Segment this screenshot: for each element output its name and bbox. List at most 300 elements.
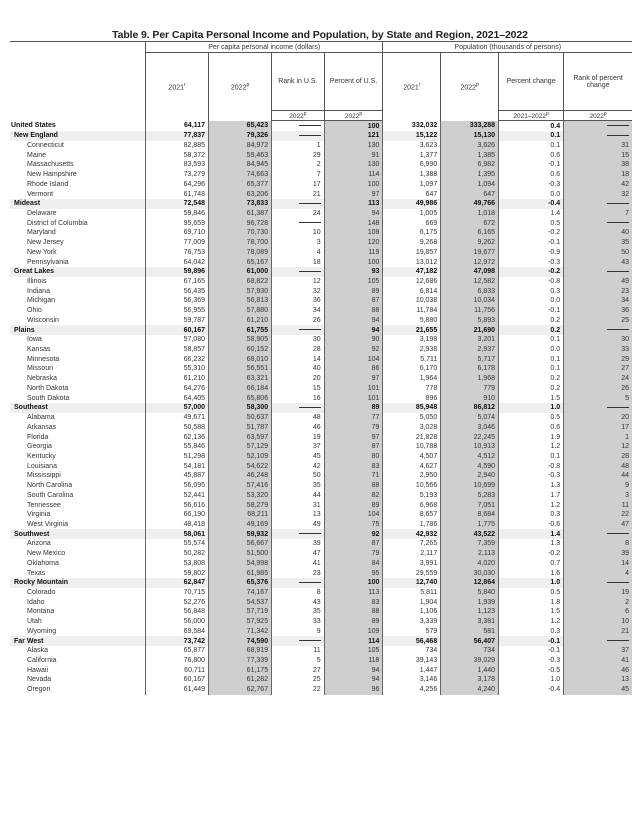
table-cell: 56,000	[146, 617, 209, 627]
table-cell: 672	[441, 218, 499, 228]
table-cell: 58,857	[146, 345, 209, 355]
table-cell: 46	[564, 665, 632, 675]
table-cell: 18	[564, 170, 632, 180]
sub-rank-change-year: 2022$^p$	[564, 111, 632, 121]
table-cell: 1.0	[499, 403, 564, 413]
table-cell: -0.3	[499, 179, 564, 189]
table-cell: 65,376	[209, 578, 272, 588]
table-cell: 3,198	[383, 335, 441, 345]
table-cell: 51,787	[209, 422, 272, 432]
table-row	[10, 442, 632, 452]
header-stub	[10, 42, 146, 121]
table-cell: 41	[272, 559, 325, 569]
table-cell: 1,395	[441, 170, 499, 180]
table-cell: 35	[272, 481, 325, 491]
table-cell: 10,788	[383, 442, 441, 452]
table-row	[10, 218, 632, 228]
region-row	[10, 636, 632, 646]
table-cell: 55,574	[146, 539, 209, 549]
table-cell: 38	[564, 160, 632, 170]
table-cell: -0.8	[499, 277, 564, 287]
table-cell: 3,991	[383, 559, 441, 569]
table-cell: 7,051	[441, 500, 499, 510]
table-cell: 76,800	[146, 656, 209, 666]
table-cell: 14	[272, 354, 325, 364]
table-title: Table 9. Per Capita Personal Income and Population, by State and Region, 2021–2022	[112, 29, 528, 41]
table-cell: 22	[564, 510, 632, 520]
table-cell: 579	[383, 627, 441, 637]
table-cell: 73,742	[146, 636, 209, 646]
table-cell: 6,982	[441, 160, 499, 170]
not-applicable-dash	[607, 329, 629, 330]
table-cell: 2,937	[441, 345, 499, 355]
table-cell: 28	[272, 345, 325, 355]
table-cell: 12,740	[383, 578, 441, 588]
table-cell: 0.6	[499, 150, 564, 160]
table-cell: 1.9	[499, 432, 564, 442]
table-cell: 6,178	[441, 364, 499, 374]
table-row	[10, 656, 632, 666]
table-cell: 21	[272, 189, 325, 199]
table-cell: 56,369	[146, 296, 209, 306]
table-cell: 19,857	[383, 248, 441, 258]
table-cell: 68,919	[209, 646, 272, 656]
table-cell: 2,940	[441, 471, 499, 481]
table-cell: 1.8	[499, 597, 564, 607]
table-cell: 49,169	[209, 520, 272, 530]
table-cell: 61,449	[146, 685, 209, 695]
table-cell: 1,964	[383, 374, 441, 384]
table-cell: 61,175	[209, 665, 272, 675]
table-row	[10, 296, 632, 306]
table-cell: 8,684	[441, 510, 499, 520]
table-row	[10, 160, 632, 170]
table-cell: 65,806	[209, 393, 272, 403]
row-label: Georgia	[27, 443, 52, 451]
row-label: Mississippi	[27, 472, 61, 480]
table-cell: 1,904	[383, 597, 441, 607]
table-cell: 100	[324, 578, 383, 588]
table-cell: -0.3	[499, 257, 564, 267]
table-cell: 4,256	[383, 685, 441, 695]
table-cell: 80	[324, 452, 383, 462]
col-rank-us: Rank in U.S.	[272, 53, 325, 111]
table-row	[10, 520, 632, 530]
table-row	[10, 597, 632, 607]
table-cell: 5,283	[441, 490, 499, 500]
table-cell: 97	[324, 432, 383, 442]
row-label: North Dakota	[27, 384, 69, 392]
table-cell: 0.2	[499, 325, 564, 335]
table-cell: 90	[324, 335, 383, 345]
row-label: Oklahoma	[27, 559, 59, 567]
table-cell: 19,677	[441, 248, 499, 258]
table-cell: 3,046	[441, 422, 499, 432]
table-cell: 58,061	[146, 529, 209, 539]
region-row	[10, 578, 632, 588]
table-cell: 1,385	[441, 150, 499, 160]
table-cell: 89	[324, 617, 383, 627]
table-cell: 1,005	[383, 209, 441, 219]
table-cell: 6,170	[383, 364, 441, 374]
table-cell: 105	[324, 277, 383, 287]
table-cell: 69,584	[146, 627, 209, 637]
table-cell: 86	[324, 364, 383, 374]
table-cell: 86,812	[441, 403, 499, 413]
row-label: Southwest	[10, 529, 146, 539]
not-applicable-dash	[607, 533, 629, 534]
table-cell: 44	[564, 471, 632, 481]
row-label: District of Columbia	[27, 219, 88, 227]
table-cell: 36	[564, 306, 632, 316]
table-cell: 5,074	[441, 413, 499, 423]
table-cell: -0.1	[499, 636, 564, 646]
table-cell: 4	[564, 568, 632, 578]
table-cell: 77,339	[209, 656, 272, 666]
row-label: Massachusetts	[27, 161, 74, 169]
table-cell: 4,512	[441, 452, 499, 462]
table-cell: 113	[324, 199, 383, 209]
table-cell: 40	[272, 364, 325, 374]
table-cell: 57,925	[209, 617, 272, 627]
table-cell: 66,232	[146, 354, 209, 364]
table-cell: 7,265	[383, 539, 441, 549]
table-cell: 40	[564, 228, 632, 238]
table-cell: 1	[564, 432, 632, 442]
table-cell: 0.2	[499, 316, 564, 326]
table-cell: 0.6	[499, 170, 564, 180]
table-cell: 68,822	[209, 277, 272, 287]
table-cell	[564, 529, 632, 539]
table-cell: -0.5	[499, 665, 564, 675]
table-cell: 28	[564, 452, 632, 462]
table-cell: 9,268	[383, 238, 441, 248]
table-cell: 46,248	[209, 471, 272, 481]
table-cell: 1.6	[499, 568, 564, 578]
table-cell: 0.5	[499, 588, 564, 598]
table-cell: 88	[324, 306, 383, 316]
table-cell: 0.4	[499, 121, 564, 131]
table-cell: 56,955	[146, 306, 209, 316]
table-cell: 47,098	[441, 267, 499, 277]
table-cell: 41	[564, 656, 632, 666]
table-cell: 896	[383, 393, 441, 403]
row-label: Minnesota	[27, 355, 60, 363]
table-cell: 65,377	[209, 179, 272, 189]
table-cell: 13	[272, 510, 325, 520]
table-cell: 104	[324, 354, 383, 364]
row-label: Hawaii	[27, 666, 49, 674]
table-cell: 58,279	[209, 500, 272, 510]
table-cell: 56,095	[146, 481, 209, 491]
table-row	[10, 461, 632, 471]
table-cell: 17	[564, 422, 632, 432]
col-income-2022: 2022$^p$	[209, 53, 272, 121]
table-cell: 3,339	[383, 617, 441, 627]
table-cell: 47	[272, 549, 325, 559]
table-row	[10, 588, 632, 598]
table-cell: 12,972	[441, 257, 499, 267]
table-row	[10, 539, 632, 549]
table-cell: 11	[564, 500, 632, 510]
table-row	[10, 141, 632, 151]
table-cell: 43	[564, 257, 632, 267]
table-row	[10, 228, 632, 238]
table-cell: 6	[564, 607, 632, 617]
table-cell: 94	[324, 209, 383, 219]
table-cell	[272, 131, 325, 141]
table-cell: -0.6	[499, 520, 564, 530]
table-cell	[272, 325, 325, 335]
table-cell: 12	[564, 442, 632, 452]
table-cell: 71	[324, 471, 383, 481]
table-cell: -0.2	[499, 228, 564, 238]
table-row	[10, 248, 632, 258]
table-cell: 4,507	[383, 452, 441, 462]
table-row	[10, 685, 632, 695]
table-cell: 52,276	[146, 597, 209, 607]
not-applicable-dash	[299, 533, 321, 534]
table-cell	[272, 267, 325, 277]
table-cell: 59,802	[146, 568, 209, 578]
table-row	[10, 471, 632, 481]
table-cell	[564, 199, 632, 209]
row-label: New Jersey	[27, 239, 64, 247]
table-cell: 1.0	[499, 578, 564, 588]
table-cell: 97	[324, 374, 383, 384]
table-cell: 25	[272, 675, 325, 685]
table-cell: 96,728	[209, 218, 272, 228]
table-row	[10, 422, 632, 432]
table-cell: 2,950	[383, 471, 441, 481]
row-label: Alaska	[27, 647, 49, 655]
row-label: Texas	[27, 569, 46, 577]
table-cell: 5,840	[441, 588, 499, 598]
col-percent-change: Percent change	[499, 53, 564, 111]
not-applicable-dash	[607, 125, 629, 126]
row-label: North Carolina	[27, 482, 73, 490]
table-cell: 65,423	[209, 121, 272, 131]
table-cell: 11,756	[441, 306, 499, 316]
table-row	[10, 238, 632, 248]
table-cell: 21	[564, 627, 632, 637]
table-cell: 64,117	[146, 121, 209, 131]
region-row	[10, 529, 632, 539]
table-cell: 1,968	[441, 374, 499, 384]
table-cell: 1.3	[499, 539, 564, 549]
table-cell: 734	[441, 646, 499, 656]
region-row	[10, 131, 632, 141]
row-label: Great Lakes	[10, 267, 146, 277]
row-label: Missouri	[27, 365, 54, 373]
sub-change-years: 2021–2022$^p$	[499, 111, 564, 121]
table-cell: -0.1	[499, 238, 564, 248]
table-cell: 12,686	[383, 277, 441, 287]
table-cell: 44	[272, 490, 325, 500]
table-row	[10, 481, 632, 491]
table-cell: 13,012	[383, 257, 441, 267]
table-cell: 10,038	[383, 296, 441, 306]
table-cell: 2,113	[441, 549, 499, 559]
col-pop-2022: 2022$^p$	[441, 53, 499, 121]
table-row	[10, 306, 632, 316]
table-row	[10, 150, 632, 160]
table-cell: 93	[324, 267, 383, 277]
table-cell: 10	[564, 617, 632, 627]
table-cell: 0.3	[499, 286, 564, 296]
table-cell: 1,018	[441, 209, 499, 219]
table-cell: -0.1	[499, 160, 564, 170]
table-cell: 0.1	[499, 141, 564, 151]
row-label: Far West	[10, 636, 146, 646]
not-applicable-dash	[299, 271, 321, 272]
table-cell: 59,787	[146, 316, 209, 326]
table-cell: 29,559	[383, 568, 441, 578]
row-label: Arizona	[27, 540, 51, 548]
table-row	[10, 209, 632, 219]
not-applicable-dash	[299, 582, 321, 583]
table-cell: 4,627	[383, 461, 441, 471]
row-label: Utah	[27, 618, 42, 626]
table-cell: 22	[272, 685, 325, 695]
table-cell: 1,106	[383, 607, 441, 617]
table-cell: 56,468	[383, 636, 441, 646]
table-cell: 48	[564, 461, 632, 471]
table-cell: 74,167	[209, 588, 272, 598]
table-cell: 57,880	[209, 306, 272, 316]
table-cell: 12	[272, 277, 325, 287]
table-cell	[272, 578, 325, 588]
table-cell: 101	[324, 393, 383, 403]
table-cell: 4	[272, 248, 325, 258]
table-cell: 779	[441, 384, 499, 394]
table-cell: 56,551	[209, 364, 272, 374]
table-cell: 50	[272, 471, 325, 481]
table-cell: 3,178	[441, 675, 499, 685]
row-label: Mideast	[10, 199, 146, 209]
table-cell: 83	[324, 597, 383, 607]
table-cell: 94	[324, 675, 383, 685]
table-cell: 57,719	[209, 607, 272, 617]
table-cell: 910	[441, 393, 499, 403]
table-cell: 66,184	[209, 384, 272, 394]
row-label: Arkansas	[27, 423, 57, 431]
table-cell: 56,848	[146, 607, 209, 617]
table-cell: 10,913	[441, 442, 499, 452]
table-cell: 52,441	[146, 490, 209, 500]
table-cell: 60,152	[209, 345, 272, 355]
row-label: South Carolina	[27, 491, 74, 499]
col-percent-us: Percent of U.S.	[324, 53, 383, 111]
group-header-population: Population (thousands of persons)	[383, 42, 632, 53]
table-row	[10, 354, 632, 364]
table-cell: 73,833	[209, 199, 272, 209]
table-cell: 60,167	[146, 675, 209, 685]
table-cell: 82	[324, 490, 383, 500]
table-cell: 56,435	[146, 286, 209, 296]
table-cell: 1.4	[499, 209, 564, 219]
table-row	[10, 559, 632, 569]
row-label: New Mexico	[27, 550, 66, 558]
table-row	[10, 393, 632, 403]
table-cell: 49,766	[441, 199, 499, 209]
table-cell: 55,310	[146, 364, 209, 374]
table-cell: 84,972	[209, 141, 272, 151]
table-cell: 47,182	[383, 267, 441, 277]
table-cell: 37	[564, 646, 632, 656]
table-cell: 59,932	[209, 529, 272, 539]
table-cell: 669	[383, 218, 441, 228]
table-cell: 1,440	[441, 665, 499, 675]
table-cell: 94	[324, 325, 383, 335]
table-cell: 77,009	[146, 238, 209, 248]
table-cell: 54,181	[146, 461, 209, 471]
not-applicable-dash	[299, 329, 321, 330]
table-cell: 56,407	[441, 636, 499, 646]
table-cell: 43	[272, 597, 325, 607]
table-cell: 83,593	[146, 160, 209, 170]
table-cell: -0.1	[499, 306, 564, 316]
table-cell: 0.2	[499, 384, 564, 394]
table-cell: 581	[441, 627, 499, 637]
table-cell: 49	[564, 277, 632, 287]
table-cell: 83	[324, 461, 383, 471]
table-cell: 45	[564, 685, 632, 695]
table-cell: 1.2	[499, 442, 564, 452]
table-cell: 30	[272, 335, 325, 345]
table-cell: 56,667	[209, 539, 272, 549]
table-cell: 58,300	[209, 403, 272, 413]
table-cell: 24	[564, 374, 632, 384]
table-cell: 27	[272, 665, 325, 675]
table-cell: 65,167	[209, 257, 272, 267]
table-cell: 2	[564, 597, 632, 607]
table-cell: 53,808	[146, 559, 209, 569]
table-row	[10, 549, 632, 559]
table-cell: 30,030	[441, 568, 499, 578]
table-cell: 2,117	[383, 549, 441, 559]
table-cell: 6,175	[383, 228, 441, 238]
table-cell: 64,276	[146, 384, 209, 394]
not-applicable-dash	[607, 407, 629, 408]
table-cell: 1.2	[499, 500, 564, 510]
table-cell: 69,710	[146, 228, 209, 238]
table-cell: 79,326	[209, 131, 272, 141]
table-cell: 18	[272, 257, 325, 267]
table-cell: 66,190	[146, 510, 209, 520]
table-cell: 68,010	[209, 354, 272, 364]
table-cell: 61,755	[209, 325, 272, 335]
table-cell: 51,500	[209, 549, 272, 559]
table-cell: 3,381	[441, 617, 499, 627]
table-cell: 3,146	[383, 675, 441, 685]
table-cell: 10	[272, 228, 325, 238]
table-cell: 78,089	[209, 248, 272, 258]
table-cell: -0.4	[499, 199, 564, 209]
table-cell: 59,896	[146, 267, 209, 277]
table-body	[10, 121, 632, 695]
row-label: Louisiana	[27, 462, 57, 470]
table-cell: 97	[324, 189, 383, 199]
table-cell: 1	[272, 141, 325, 151]
table-row	[10, 316, 632, 326]
region-row	[10, 403, 632, 413]
table-cell: 6,990	[383, 160, 441, 170]
table-cell: 72,548	[146, 199, 209, 209]
table-cell: 113	[324, 588, 383, 598]
table-row	[10, 364, 632, 374]
table-cell: 31	[564, 141, 632, 151]
